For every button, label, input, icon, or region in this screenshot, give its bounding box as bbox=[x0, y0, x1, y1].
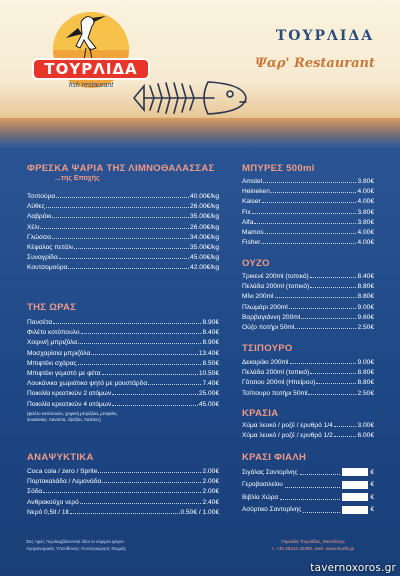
item-name: Μοσχαρίσια μπριζόλα bbox=[27, 349, 91, 357]
menu-item bbox=[242, 431, 374, 441]
item-price: 4.00€ bbox=[357, 239, 374, 247]
item-price: 8.40€ bbox=[357, 273, 374, 280]
item-name: Ποικιλία κρεατικών 2 ατόμων bbox=[27, 390, 112, 398]
menu-item bbox=[27, 338, 219, 348]
menu-item bbox=[27, 379, 219, 389]
leader-dots bbox=[285, 482, 340, 488]
menu-item bbox=[242, 228, 374, 238]
currency-symbol: € bbox=[370, 468, 374, 476]
leader-dots bbox=[301, 313, 356, 319]
menu-item bbox=[242, 303, 374, 313]
item-name: Σιγάλας Σαντορίνης bbox=[242, 468, 298, 476]
menu-item bbox=[242, 378, 374, 388]
item-name: Μπιφτέκι γεμιστό με φέτα bbox=[27, 369, 101, 377]
responsible-person: Αγορανομικός Υπεύθυνος: Κοντογιώργος Θωμάς bbox=[26, 546, 127, 551]
menu-item bbox=[27, 263, 219, 273]
item-name: Ούζο ποτήρι 50ml bbox=[242, 323, 295, 331]
menu-item bbox=[242, 491, 374, 504]
address: Παραλία Τουρλίδας, Μεσολόγγι bbox=[281, 539, 345, 544]
item-name: Γλώσσα bbox=[27, 233, 51, 241]
menu-item bbox=[27, 369, 219, 379]
leader-dots bbox=[289, 303, 357, 309]
menu-item bbox=[242, 389, 374, 399]
item-name: Πλωμάρι 200ml bbox=[242, 303, 288, 311]
leader-dots bbox=[78, 359, 202, 365]
menu-item bbox=[242, 238, 374, 248]
item-name: Χοιρινή μπριζόλα bbox=[27, 339, 78, 347]
menu-item bbox=[242, 292, 374, 302]
item-price: 7.40€ bbox=[202, 380, 219, 388]
currency-symbol: € bbox=[370, 506, 374, 514]
watermark: tavernoxoros.gr bbox=[310, 562, 396, 574]
leader-dots bbox=[112, 400, 198, 406]
item-price: 9.60€ bbox=[357, 313, 374, 321]
item-name: Χύμα λευκό / ροζέ / ερυθρό 1/2 bbox=[242, 432, 333, 440]
leader-dots bbox=[262, 197, 357, 203]
item-price: 3.00€ bbox=[357, 422, 374, 429]
item-name: Λουκάνικο χωριάτικο ψητό με μουστάρδα bbox=[27, 380, 148, 388]
item-price: 9.00€ bbox=[357, 303, 374, 311]
item-name: Βαρβαγιάννη 200ml bbox=[242, 313, 301, 321]
tsipouro-title: ΤΣΙΠΟΥΡΟ bbox=[242, 343, 293, 354]
leader-dots bbox=[316, 378, 356, 384]
item-name: Ανθρακούχο νερό bbox=[27, 498, 79, 506]
leader-dots bbox=[148, 379, 201, 385]
soft-drinks-title: ΑΝΑΨΥΚΤΙΚΑ bbox=[27, 452, 94, 463]
item-price: 35.00€/kg bbox=[190, 243, 219, 251]
item-name: Τσίπουρο ποτήρι 50ml bbox=[242, 389, 308, 397]
item-price: 13.40€ bbox=[198, 349, 219, 357]
leader-dots bbox=[46, 202, 189, 208]
item-name: Ασύρτικο Σαντορίνης bbox=[242, 506, 302, 514]
item-price: 8.40€ bbox=[202, 329, 219, 337]
ouzo-title: ΟΥΖΟ bbox=[242, 258, 270, 269]
menu-item bbox=[242, 421, 374, 431]
menu-item bbox=[242, 197, 374, 207]
leader-dots bbox=[310, 272, 357, 278]
leader-dots bbox=[40, 223, 189, 229]
menu-item bbox=[242, 282, 374, 292]
header-banner bbox=[0, 0, 400, 148]
price-blank bbox=[342, 493, 368, 501]
price-blank bbox=[342, 506, 368, 514]
leader-dots bbox=[334, 431, 357, 437]
grill-title: ΤΗΣ ΩΡΑΣ bbox=[27, 302, 77, 313]
leader-dots bbox=[91, 349, 198, 355]
phone-web: τ. +30 26310 25360, web: www.tourlis.gr bbox=[271, 546, 355, 551]
item-price: 9.00€ bbox=[357, 359, 374, 366]
item-name: Μίνι 200ml bbox=[242, 293, 274, 301]
item-price: 2.50€ bbox=[357, 389, 374, 397]
menu-item bbox=[242, 358, 374, 368]
item-price: 3.80€ bbox=[357, 208, 374, 216]
beers-list bbox=[242, 177, 374, 248]
leader-dots bbox=[310, 368, 356, 374]
item-price: 3.80€ bbox=[357, 178, 374, 185]
item-price: 45.00€ bbox=[198, 400, 219, 408]
leader-dots bbox=[265, 228, 357, 234]
menu-item bbox=[27, 202, 219, 212]
fresh-fish-title: ΦΡΕΣΚΑ ΨΑΡΙΑ ΤΗΣ ΛΙΜΝΟΘΑΛΑΣΣΑΣ bbox=[27, 163, 215, 174]
item-price: 8.50€ bbox=[202, 359, 219, 367]
menu-item bbox=[242, 272, 374, 282]
fish-skeleton-icon bbox=[130, 74, 250, 120]
item-price: 8.80€ bbox=[357, 283, 374, 291]
item-name: Χύμα λευκό / ροζέ / ερυθρό 1/4 bbox=[242, 422, 333, 429]
menu-item bbox=[27, 223, 219, 233]
item-name: Φιλέτο κοτόπουλο bbox=[27, 329, 80, 337]
item-name: Fisher bbox=[242, 239, 261, 247]
menu-item bbox=[27, 192, 219, 202]
leader-dots bbox=[300, 469, 340, 475]
item-price: 4.00€ bbox=[357, 198, 374, 206]
leader-dots bbox=[102, 369, 198, 375]
item-price: 26.00€/kg bbox=[190, 203, 219, 211]
menu-item bbox=[27, 349, 219, 359]
leader-dots bbox=[271, 187, 357, 193]
item-name: Δεκαράκι 200ml bbox=[242, 359, 289, 366]
leader-dots bbox=[52, 212, 189, 218]
restaurant-title: ΤΟΥΡΛΙΔΑ bbox=[275, 28, 375, 44]
item-name: Amstel bbox=[242, 178, 263, 185]
leader-dots bbox=[80, 498, 202, 504]
leader-dots bbox=[78, 338, 201, 344]
item-price: 35.00€/kg bbox=[190, 213, 219, 221]
item-price: 8.80€ bbox=[357, 369, 374, 377]
note-line: λουκάνικο, πανσέτα, τζατζίκι, πατάτες) bbox=[27, 417, 101, 422]
item-price: 0.50€ / 1.00€ bbox=[180, 508, 219, 516]
item-name: Μπιφτέκι σχάρας bbox=[27, 359, 77, 367]
menu-item bbox=[242, 208, 374, 218]
item-name: Mamos bbox=[242, 228, 264, 236]
item-name: Πανσέτα bbox=[27, 319, 53, 326]
item-price: 4.00€ bbox=[357, 228, 374, 236]
sea-background bbox=[0, 118, 400, 148]
price-blank bbox=[342, 481, 368, 489]
menu-item bbox=[27, 318, 219, 328]
leader-dots bbox=[112, 389, 198, 395]
leader-dots bbox=[290, 358, 357, 364]
item-name: Πορτοκαλάδα / Λεμονάδα bbox=[27, 478, 102, 486]
item-price: 10.50€ bbox=[198, 369, 219, 377]
item-price: 4.00€ bbox=[357, 188, 374, 196]
item-price: 8.90€ bbox=[202, 319, 219, 326]
leader-dots bbox=[263, 177, 356, 183]
tsipouro-list bbox=[242, 358, 374, 399]
menu-item bbox=[27, 233, 219, 243]
soft-drinks-list bbox=[27, 467, 219, 518]
leader-dots bbox=[275, 292, 357, 298]
item-price: 25.00€ bbox=[198, 390, 219, 398]
tax-note: Στις τιμές περιλαμβάνονται όλοι οι νόμιμοι φόροι bbox=[26, 539, 124, 544]
footer-legal bbox=[26, 538, 126, 552]
item-name: Λύθες bbox=[27, 203, 45, 211]
bottle-wine-list bbox=[242, 466, 374, 516]
leader-dots bbox=[74, 243, 189, 249]
menu-item bbox=[27, 467, 219, 477]
price-blank bbox=[342, 468, 368, 476]
menu-item bbox=[242, 466, 374, 479]
bottle-wine-title: ΚΡΑΣΙ ΦΙΑΛΗ bbox=[242, 452, 307, 463]
menu-item bbox=[242, 504, 374, 517]
restaurant-subtitle: Ψαρ' Restaurant bbox=[254, 56, 376, 71]
menu-item bbox=[242, 187, 374, 197]
grill-platter-note bbox=[27, 411, 118, 423]
item-price: 2.50€ bbox=[357, 323, 374, 331]
menu-item bbox=[242, 368, 374, 378]
item-price: 2.40€ bbox=[202, 498, 219, 506]
ouzo-list bbox=[242, 272, 374, 333]
grill-list bbox=[27, 318, 219, 410]
item-name: Γότσιου 200ml (Ηπείρου) bbox=[242, 379, 316, 387]
item-price: 2.00€ bbox=[202, 468, 219, 475]
item-name: Λαβράκι bbox=[27, 213, 52, 221]
item-name: Νερό 0,5lt / 1lt bbox=[27, 508, 69, 516]
item-price: 42.00€/kg bbox=[190, 264, 219, 272]
fresh-fish-list bbox=[27, 192, 219, 274]
leader-dots bbox=[295, 323, 356, 329]
item-name: Πελάδα 200ml (τοπικό) bbox=[242, 369, 310, 377]
leader-dots bbox=[308, 389, 356, 395]
item-name: Fix bbox=[242, 208, 251, 216]
item-price: 8.90€ bbox=[202, 339, 219, 347]
leader-dots bbox=[98, 467, 201, 473]
fresh-fish-subtitle: ...της Εποχής bbox=[55, 175, 100, 182]
menu-item bbox=[242, 313, 374, 323]
item-price: 2.00€ bbox=[202, 488, 219, 496]
leader-dots bbox=[334, 421, 357, 427]
item-price: 8.80€ bbox=[357, 379, 374, 387]
item-price: 2.00€ bbox=[202, 478, 219, 486]
menu-item bbox=[27, 498, 219, 508]
leader-dots bbox=[59, 253, 189, 259]
wines-title: ΚΡΑΣΙΑ bbox=[242, 408, 279, 419]
menu-item bbox=[242, 479, 374, 492]
item-name: Κουτσομούρα bbox=[27, 264, 68, 272]
leader-dots bbox=[102, 477, 201, 483]
leader-dots bbox=[261, 238, 356, 244]
item-name: Heineken bbox=[242, 188, 270, 196]
logo-tagline: fish restaurant bbox=[68, 82, 114, 89]
item-name: Τρικενέ 200ml (τοπικό) bbox=[242, 273, 309, 280]
item-name: Kaiser bbox=[242, 198, 261, 206]
menu-item bbox=[27, 487, 219, 497]
item-price: 8.80€ bbox=[357, 293, 374, 301]
leader-dots bbox=[280, 494, 340, 500]
item-price: 40.00€/kg bbox=[190, 193, 219, 200]
item-name: Χέλι bbox=[27, 223, 40, 231]
item-name: Σόδα bbox=[27, 488, 43, 496]
item-price: 34.00€/kg bbox=[190, 233, 219, 241]
item-name: Συναγρίδα bbox=[27, 254, 58, 262]
menu-item bbox=[27, 212, 219, 222]
leader-dots bbox=[310, 282, 356, 288]
leader-dots bbox=[43, 487, 201, 493]
menu-item bbox=[27, 508, 219, 518]
item-name: Κέφαλος πετάλι bbox=[27, 243, 73, 251]
item-name: Βιβλία Χώρα bbox=[242, 493, 279, 501]
leader-dots bbox=[81, 328, 202, 334]
logo-wordmark: ΤΟΥΡΛΙΔΑ bbox=[32, 58, 150, 80]
currency-symbol: € bbox=[370, 493, 374, 501]
item-name: Γεροβασιλείου bbox=[242, 481, 283, 489]
menu-item bbox=[27, 359, 219, 369]
beers-title: ΜΠΥΡΕΣ 500ml bbox=[242, 163, 315, 174]
menu-item bbox=[242, 177, 374, 187]
menu-item bbox=[242, 218, 374, 228]
item-price: 45.00€/kg bbox=[190, 254, 219, 262]
leader-dots bbox=[52, 233, 189, 239]
leader-dots bbox=[254, 218, 356, 224]
item-price: 3.80€ bbox=[357, 218, 374, 226]
menu-item bbox=[27, 477, 219, 487]
currency-symbol: € bbox=[370, 481, 374, 489]
menu-item bbox=[27, 243, 219, 253]
leader-dots bbox=[68, 263, 189, 269]
leader-dots bbox=[252, 208, 357, 214]
menu-item bbox=[27, 328, 219, 338]
menu-item bbox=[27, 253, 219, 263]
item-price: 6.00€ bbox=[357, 432, 374, 440]
item-name: Τσιπούρα bbox=[27, 193, 56, 200]
menu-item bbox=[27, 400, 219, 410]
item-name: Alfa bbox=[242, 218, 254, 226]
leader-dots bbox=[53, 318, 201, 324]
note-line: (φιλέτο κοτόπουλο, χοιρινή μπριζόλα, μπιφτέκι, bbox=[27, 411, 118, 416]
wines-list bbox=[242, 421, 374, 441]
menu-item bbox=[27, 389, 219, 399]
item-name: Ποικιλία κρεατικών 4 ατόμων bbox=[27, 400, 112, 408]
menu-item bbox=[242, 323, 374, 333]
leader-dots bbox=[303, 507, 340, 513]
leader-dots bbox=[70, 508, 180, 514]
item-name: Πελάδα 200ml (τοπικό) bbox=[242, 283, 310, 291]
item-name: Coca cola / zero / Sprite bbox=[27, 468, 98, 475]
leader-dots bbox=[56, 192, 189, 198]
footer-contact bbox=[248, 538, 378, 552]
item-price: 26.00€/kg bbox=[190, 223, 219, 231]
